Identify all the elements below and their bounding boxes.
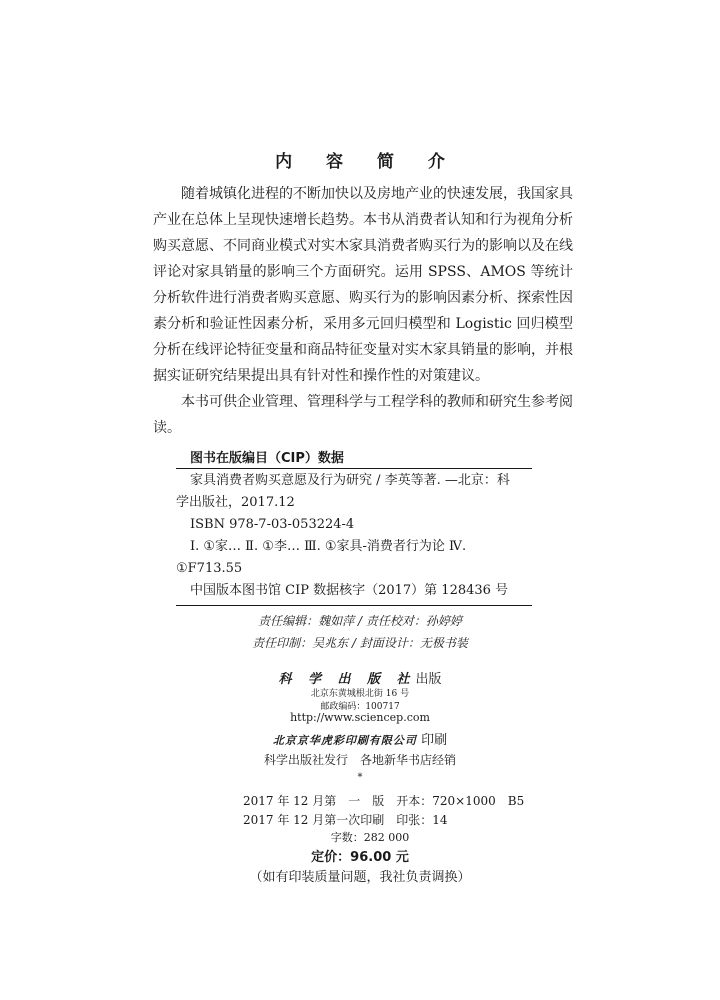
page-title: 内 容 简 介 bbox=[275, 152, 459, 172]
publisher-postal-code: 邮政编码：100717 bbox=[320, 702, 400, 712]
intro-paragraph-2: 本书可供企业管理、管理科学与工程学科的教师和研究生参考阅读。 bbox=[153, 394, 573, 436]
intro-paragraph-1: 随着城镇化进程的不断加快以及房地产业的快速发展，我国家具产业在总体上呈现快速增长趋势。本书从消费者认知和行为视角分析购买意愿、不同商业模式对实木家具消费者购买行为的影响以及在线评论对家具销量的影响三个方面研究。运用 SPSS、AMOS 等统计分析软件进行消费者购买意愿、购买行为的影响因素分析、探索性因素分析和验证性因素分析，采用多元回归模型和 Logistic 回归模型分析在线评论特征变量和商品特征变量对实木家具销量的影响，并根据实证研究结果提出具有针对性和操作性的对策建议。 bbox=[153, 186, 573, 384]
cip-line-record-number: 中国版本图书馆 CIP 数据核字（2017）第 128436 号 bbox=[190, 583, 509, 598]
production-credits: 责任印制：吴兆东 / 封面设计：无极书装 bbox=[252, 636, 468, 650]
edition-line: 2017 年 12 月第 一 版 开本：720×1000 B5 bbox=[243, 794, 525, 808]
cip-line-code: ①F713.55 bbox=[176, 561, 243, 576]
cip-line-isbn: ISBN 978-7-03-053224-4 bbox=[190, 517, 355, 532]
printer-name: 北京京华虎彩印刷有限公司 bbox=[272, 734, 417, 747]
cip-line-title: 家具消费者购买意愿及行为研究 / 李英等著. —北京：科 bbox=[190, 473, 510, 488]
publisher-line bbox=[0, 668, 720, 687]
publisher-website: http://www.sciencep.com bbox=[290, 711, 430, 724]
word-count: 字数：282 000 bbox=[330, 831, 410, 844]
printer-suffix: 印刷 bbox=[421, 733, 448, 748]
editor-credits: 责任编辑：魏如萍 / 责任校对：孙婷婷 bbox=[258, 614, 462, 628]
cip-bottom-rule bbox=[176, 605, 532, 606]
separator-star: * bbox=[357, 772, 363, 783]
price: 定价：96.00 元 bbox=[311, 850, 409, 865]
distribution-line: 科学出版社发行 各地新华书店经销 bbox=[263, 753, 456, 767]
printing-line: 2017 年 12 月第一次印刷 印张：14 bbox=[243, 813, 448, 827]
publisher-name: 科 学 出 版 社 bbox=[278, 672, 416, 687]
quality-note: （如有印装质量问题，我社负责调换） bbox=[249, 870, 471, 885]
cip-heading: 图书在版编目（CIP）数据 bbox=[190, 451, 344, 466]
book-introduction bbox=[153, 181, 573, 441]
printer-line bbox=[0, 729, 720, 748]
cip-block bbox=[176, 470, 530, 602]
cip-top-rule bbox=[176, 468, 532, 469]
publisher-address: 北京东黄城根北街 16 号 bbox=[310, 689, 410, 699]
publisher-suffix: 出版 bbox=[415, 672, 442, 687]
cip-line-publisher: 学出版社，2017.12 bbox=[176, 495, 295, 510]
cip-line-classification: Ⅰ. ①家… Ⅱ. ①李… Ⅲ. ①家具-消费者行为论 Ⅳ. bbox=[190, 539, 467, 554]
